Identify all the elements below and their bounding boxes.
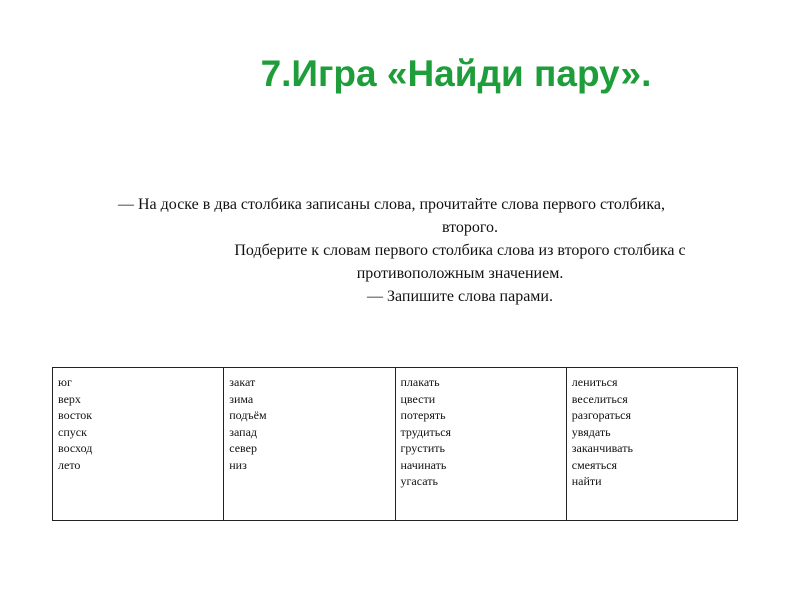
table-row bbox=[53, 368, 738, 521]
word: потерять bbox=[400, 408, 446, 422]
instruction-line-5: — Запишите слова парами. bbox=[367, 288, 553, 305]
word: восход bbox=[58, 441, 93, 455]
word: спуск bbox=[58, 424, 87, 439]
word: север bbox=[229, 441, 257, 455]
word: низ bbox=[229, 457, 247, 472]
word: восток bbox=[58, 408, 93, 422]
word: лето bbox=[58, 457, 81, 472]
word: грустить bbox=[400, 441, 445, 455]
word: веселиться bbox=[571, 391, 628, 406]
word: увядать bbox=[571, 424, 611, 439]
word: цвести bbox=[400, 391, 436, 406]
word: заканчивать bbox=[571, 441, 633, 455]
instruction-line-3: Подберите к словам первого столбика слова из второго столбика с bbox=[234, 242, 686, 259]
instruction-line-1: — На доске в два столбика записаны слова, прочитайте слова первого столбика, bbox=[118, 196, 665, 213]
instructions bbox=[100, 193, 800, 308]
word: найти bbox=[571, 474, 602, 488]
word: начинать bbox=[400, 457, 447, 472]
word: зима bbox=[229, 391, 254, 406]
word: верх bbox=[58, 391, 81, 406]
instruction-line-4: противоположным значением. bbox=[356, 265, 564, 282]
word: запад bbox=[229, 424, 258, 439]
word: смеяться bbox=[571, 457, 618, 472]
slide-title: 7.Игра «Найди пару». bbox=[260, 53, 652, 94]
word: плакать bbox=[400, 375, 440, 389]
word: лениться bbox=[571, 375, 618, 389]
word: трудиться bbox=[400, 424, 452, 439]
word: подъём bbox=[229, 408, 267, 422]
word: угасать bbox=[400, 474, 438, 488]
word: закат bbox=[229, 375, 256, 389]
word-column-4 bbox=[566, 368, 737, 521]
word-column-1 bbox=[53, 368, 224, 521]
instruction-line-2: второго. bbox=[441, 219, 499, 236]
word-column-3 bbox=[395, 368, 566, 521]
word-column-2 bbox=[224, 368, 395, 521]
word: юг bbox=[58, 375, 72, 389]
word: разгораться bbox=[571, 408, 632, 422]
word-table bbox=[52, 367, 738, 521]
